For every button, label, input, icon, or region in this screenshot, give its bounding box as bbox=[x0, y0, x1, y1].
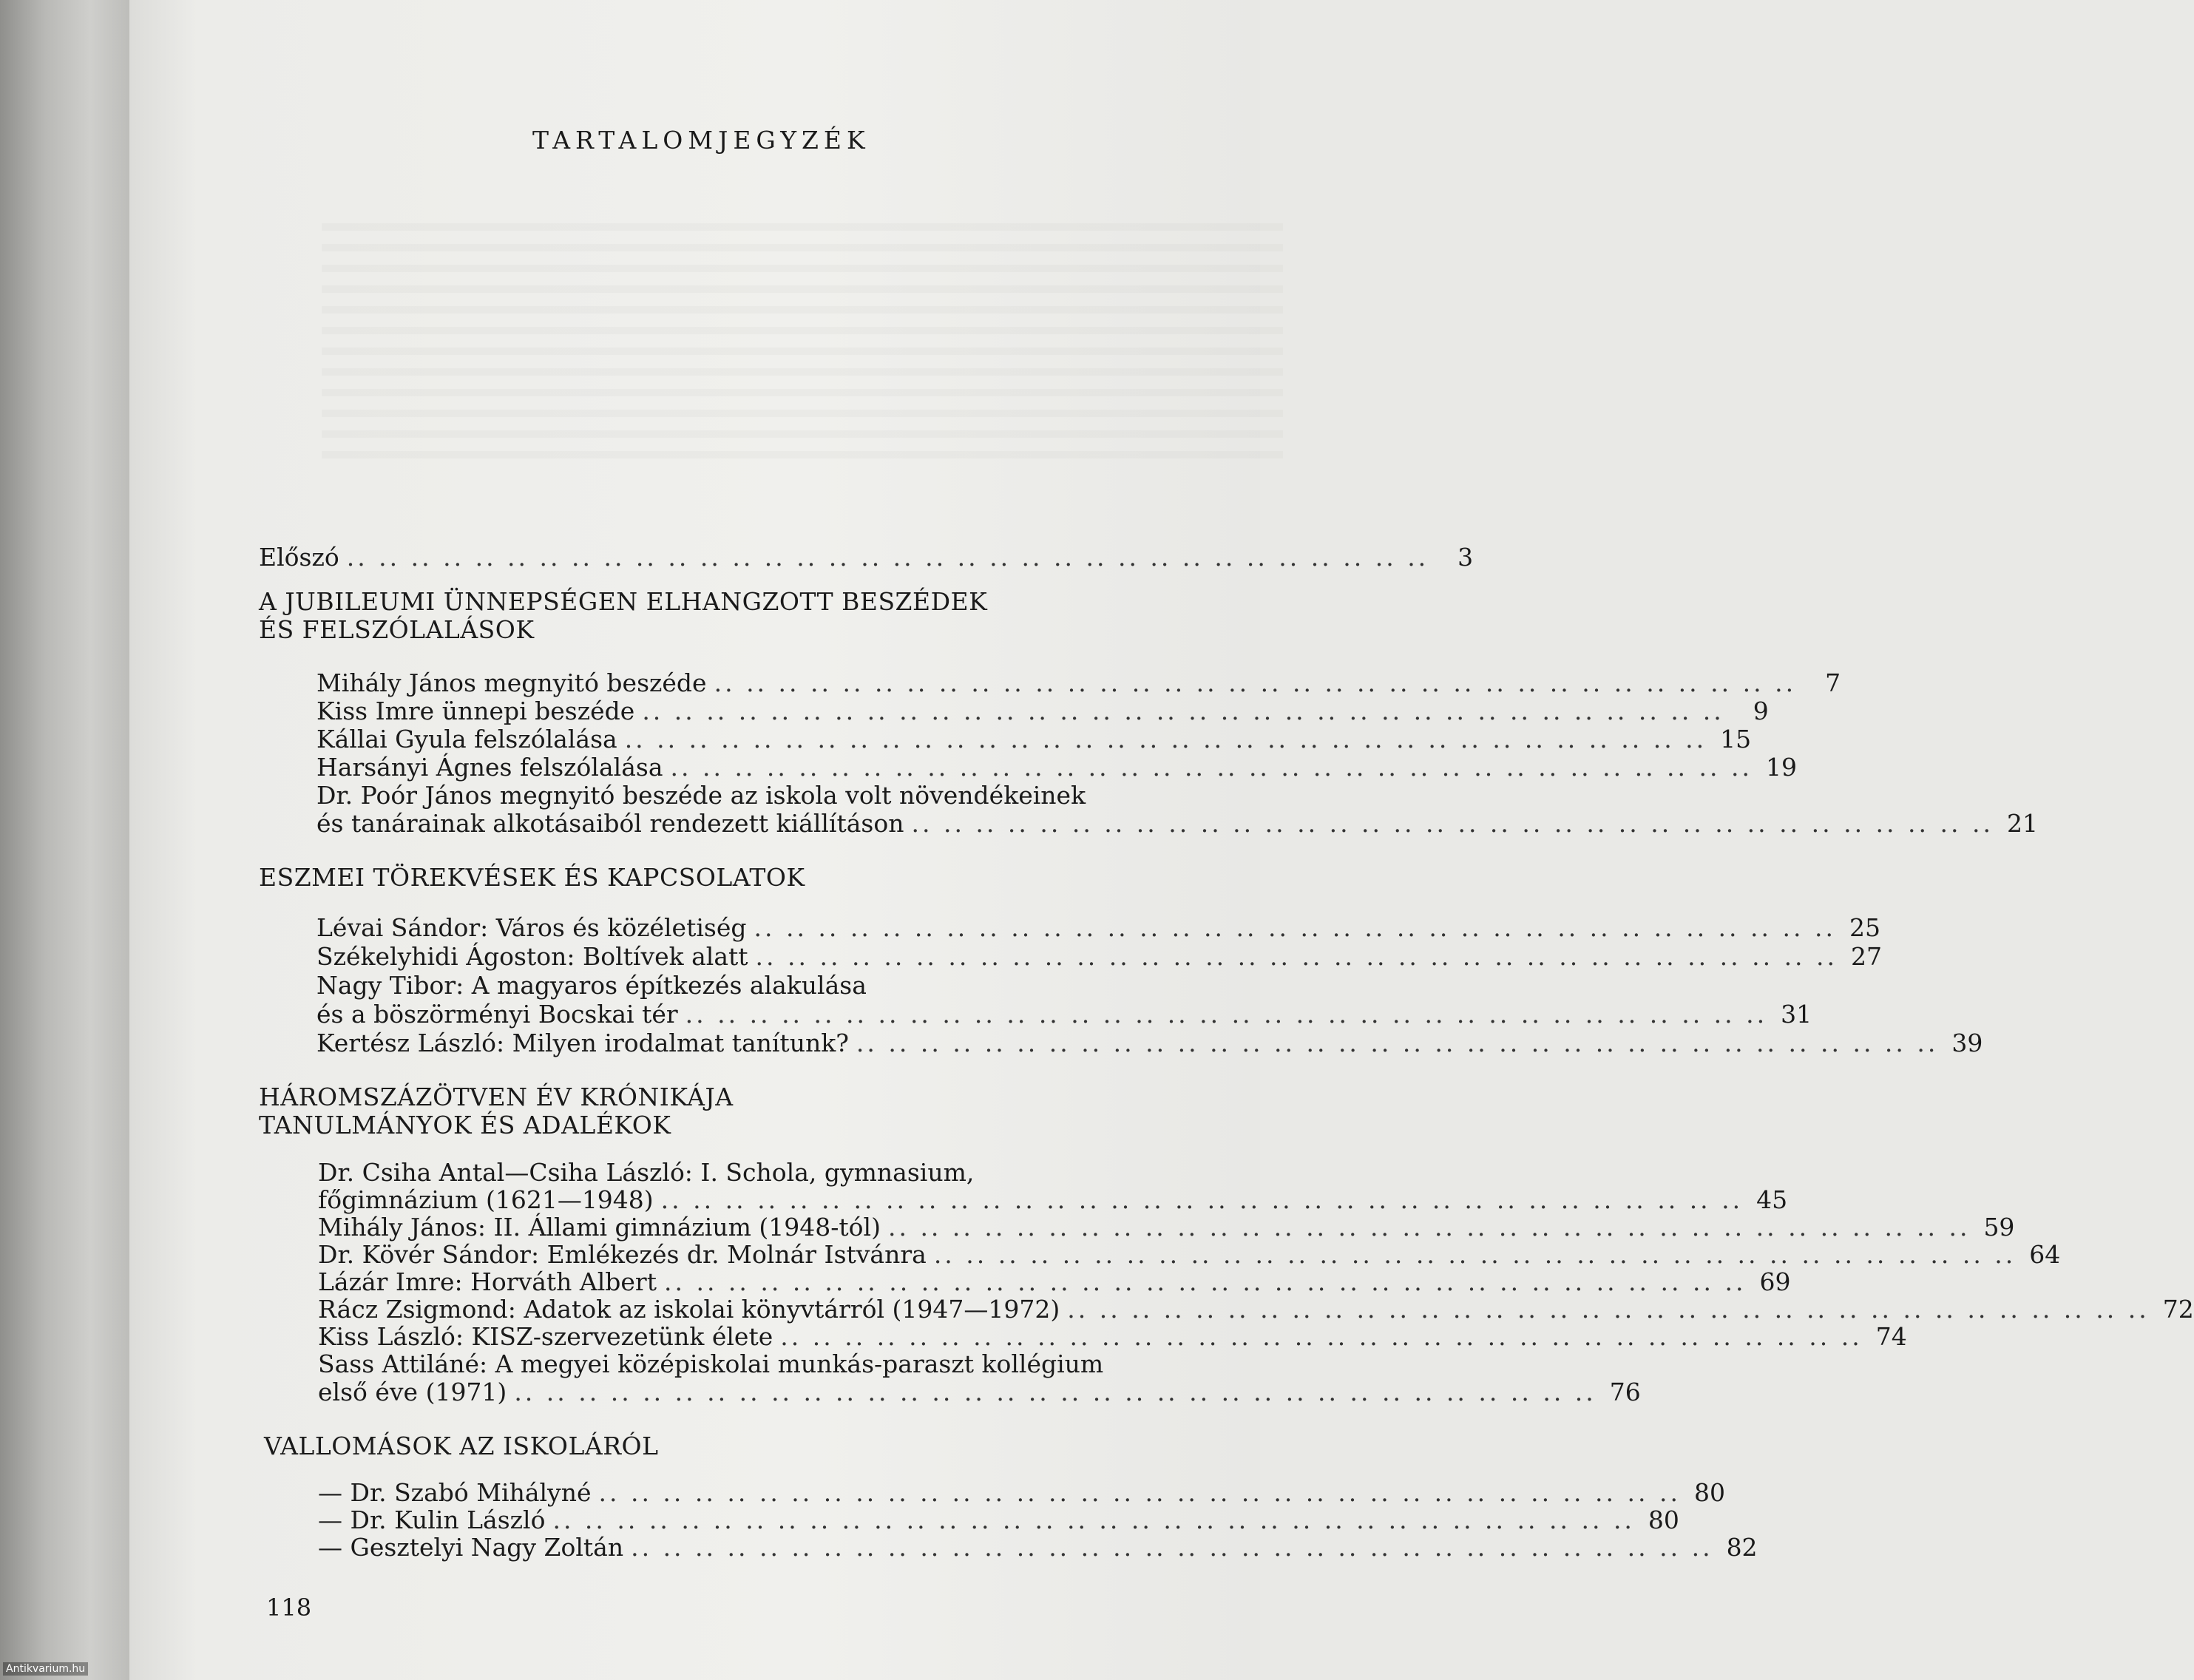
toc-entry bbox=[316, 725, 1752, 753]
toc-entry-label: Kiss Imre ünnepi beszéde bbox=[316, 697, 635, 725]
section-heading-line: TANULMÁNYOK ÉS ADALÉKOK bbox=[259, 1111, 671, 1139]
toc-page-number: 76 bbox=[1609, 1378, 1641, 1406]
toc-entry-label: Harsányi Ágnes felszólalása bbox=[316, 753, 663, 782]
toc-page-number: 74 bbox=[1875, 1322, 1907, 1351]
toc-entry bbox=[316, 913, 1880, 942]
dot-leader bbox=[598, 1479, 1680, 1507]
toc-entry bbox=[318, 1295, 2194, 1324]
toc-entry bbox=[318, 1240, 2061, 1269]
toc-entry bbox=[316, 697, 1769, 725]
toc-page-number: 19 bbox=[1765, 753, 1797, 782]
toc-entry-label: Rácz Zsigmond: Adatok az iskolai könyvtárról (1947—1972) bbox=[318, 1295, 1060, 1324]
show-through-shadow bbox=[322, 214, 1283, 458]
section-heading: VALLOMÁSOK AZ ISKOLÁRÓL bbox=[264, 1432, 659, 1460]
toc-entry-label: Mihály János megnyitó beszéde bbox=[316, 668, 707, 697]
toc-entry-label: első éve (1971) bbox=[318, 1378, 507, 1406]
dot-leader bbox=[671, 753, 1753, 782]
toc-entry bbox=[316, 1029, 1983, 1057]
toc-entry-label: Kállai Gyula felszólalása bbox=[316, 725, 617, 753]
book-spine-shadow bbox=[0, 0, 129, 1680]
toc-entry bbox=[318, 1478, 1725, 1507]
toc-page-number: 80 bbox=[1693, 1478, 1725, 1507]
toc-entry-label: Székelyhidi Ágoston: Boltívek alatt bbox=[316, 942, 748, 971]
dot-leader bbox=[661, 1186, 1743, 1214]
toc-entry-label: — Gesztelyi Nagy Zoltán bbox=[318, 1533, 624, 1562]
dot-leader bbox=[780, 1323, 1862, 1351]
toc-page-number: 82 bbox=[1726, 1533, 1758, 1562]
toc-entry-label: Dr. Kövér Sándor: Emlékezés dr. Molnár Istvánra bbox=[318, 1240, 927, 1269]
page-title: TARTALOMJEGYZÉK bbox=[532, 126, 870, 155]
dot-leader bbox=[756, 943, 1838, 971]
toc-entry bbox=[316, 809, 2038, 838]
toc-entry-label: Lázár Imre: Horváth Albert bbox=[318, 1267, 657, 1296]
toc-entry-label: — Dr. Szabó Mihályné bbox=[318, 1478, 592, 1507]
dot-leader bbox=[514, 1378, 1596, 1406]
section-heading bbox=[259, 588, 987, 644]
toc-entry-label: — Dr. Kulin László bbox=[318, 1505, 546, 1534]
toc-page-number: 59 bbox=[1983, 1213, 2015, 1242]
dot-leader bbox=[625, 725, 1707, 753]
watermark: Antikvarium.hu bbox=[3, 1662, 88, 1676]
dot-leader bbox=[934, 1241, 2016, 1269]
toc-page-number: 69 bbox=[1759, 1267, 1791, 1296]
section-heading-line: HÁROMSZÁZÖTVEN ÉV KRÓNIKÁJA bbox=[259, 1083, 734, 1111]
toc-page-number: 64 bbox=[2029, 1240, 2061, 1269]
toc-entry bbox=[316, 668, 1841, 697]
toc-entry bbox=[318, 1185, 1788, 1214]
toc-page-number: 39 bbox=[1951, 1029, 1983, 1057]
dot-leader bbox=[552, 1506, 1634, 1534]
toc-entry bbox=[318, 1505, 1679, 1534]
toc-entry-first-line: Dr. Csiha Antal—Csiha László: I. Schola, gymnasium, bbox=[318, 1158, 975, 1187]
dot-leader bbox=[347, 543, 1429, 572]
dot-leader bbox=[754, 914, 1835, 942]
toc-entry-label: Mihály János: II. Állami gimnázium (1948-tól) bbox=[318, 1213, 881, 1242]
dot-leader bbox=[888, 1213, 1970, 1242]
section-heading-line: ÉS FELSZÓLALÁSOK bbox=[259, 615, 535, 644]
toc-page-number: 72 bbox=[2162, 1295, 2194, 1324]
toc-entry-label: és a böszörményi Bocskai tér bbox=[316, 1000, 678, 1029]
page-number: 118 bbox=[266, 1593, 312, 1622]
toc-entry bbox=[316, 753, 1797, 782]
dot-leader bbox=[685, 1000, 1767, 1029]
section-heading-line: A JUBILEUMI ÜNNEPSÉGEN ELHANGZOTT BESZÉDEK bbox=[259, 587, 988, 616]
toc-entry bbox=[318, 1533, 1758, 1562]
toc-entry bbox=[316, 942, 1883, 971]
book-page bbox=[129, 0, 2194, 1680]
toc-entry-label: főgimnázium (1621—1948) bbox=[318, 1185, 654, 1214]
toc-page-number: 45 bbox=[1756, 1185, 1788, 1214]
dot-leader bbox=[714, 669, 1796, 697]
section-heading bbox=[259, 1083, 734, 1139]
dot-leader bbox=[631, 1534, 1713, 1562]
toc-entry-label: és tanárainak alkotásaiból rendezett kiállításon bbox=[316, 809, 904, 838]
toc-entry-label: Lévai Sándor: Város és közéletiség bbox=[316, 913, 747, 942]
dot-leader bbox=[856, 1029, 1938, 1057]
toc-page-number: 3 bbox=[1457, 543, 1474, 572]
toc-entry bbox=[318, 1322, 1907, 1351]
dot-leader bbox=[911, 810, 1993, 838]
toc-page-number: 25 bbox=[1849, 913, 1880, 942]
toc-entry-label: Előszó bbox=[259, 543, 339, 572]
toc-entry-label: Kiss László: KISZ-szervezetünk élete bbox=[318, 1322, 773, 1351]
toc-page-number: 15 bbox=[1720, 725, 1752, 753]
toc-entry bbox=[318, 1267, 1791, 1296]
toc-entry-first-line: Nagy Tibor: A magyaros építkezés alakulása bbox=[316, 971, 867, 1000]
dot-leader bbox=[642, 697, 1724, 725]
toc-page-number: 31 bbox=[1781, 1000, 1812, 1029]
dot-leader bbox=[664, 1268, 1746, 1296]
toc-page-number: 21 bbox=[2006, 809, 2038, 838]
toc-entry bbox=[316, 1000, 1812, 1029]
toc-page-number: 9 bbox=[1753, 697, 1769, 725]
toc-entry-first-line: Dr. Poór János megnyitó beszéde az iskola volt növendékeinek bbox=[316, 781, 1086, 810]
dot-leader bbox=[1067, 1295, 2149, 1324]
toc-entry-label: Kertész László: Milyen irodalmat tanítunk? bbox=[316, 1029, 849, 1057]
toc-entry bbox=[318, 1378, 1641, 1406]
toc-entry-foreword bbox=[259, 543, 1474, 572]
toc-entry-first-line: Sass Attiláné: A megyei középiskolai munkás-paraszt kollégium bbox=[318, 1349, 1104, 1378]
toc-page-number: 7 bbox=[1825, 668, 1841, 697]
section-heading: ESZMEI TÖREKVÉSEK ÉS KAPCSOLATOK bbox=[259, 863, 805, 892]
toc-page-number: 80 bbox=[1648, 1505, 1679, 1534]
toc-page-number: 27 bbox=[1851, 942, 1883, 971]
toc-entry bbox=[318, 1213, 2015, 1242]
